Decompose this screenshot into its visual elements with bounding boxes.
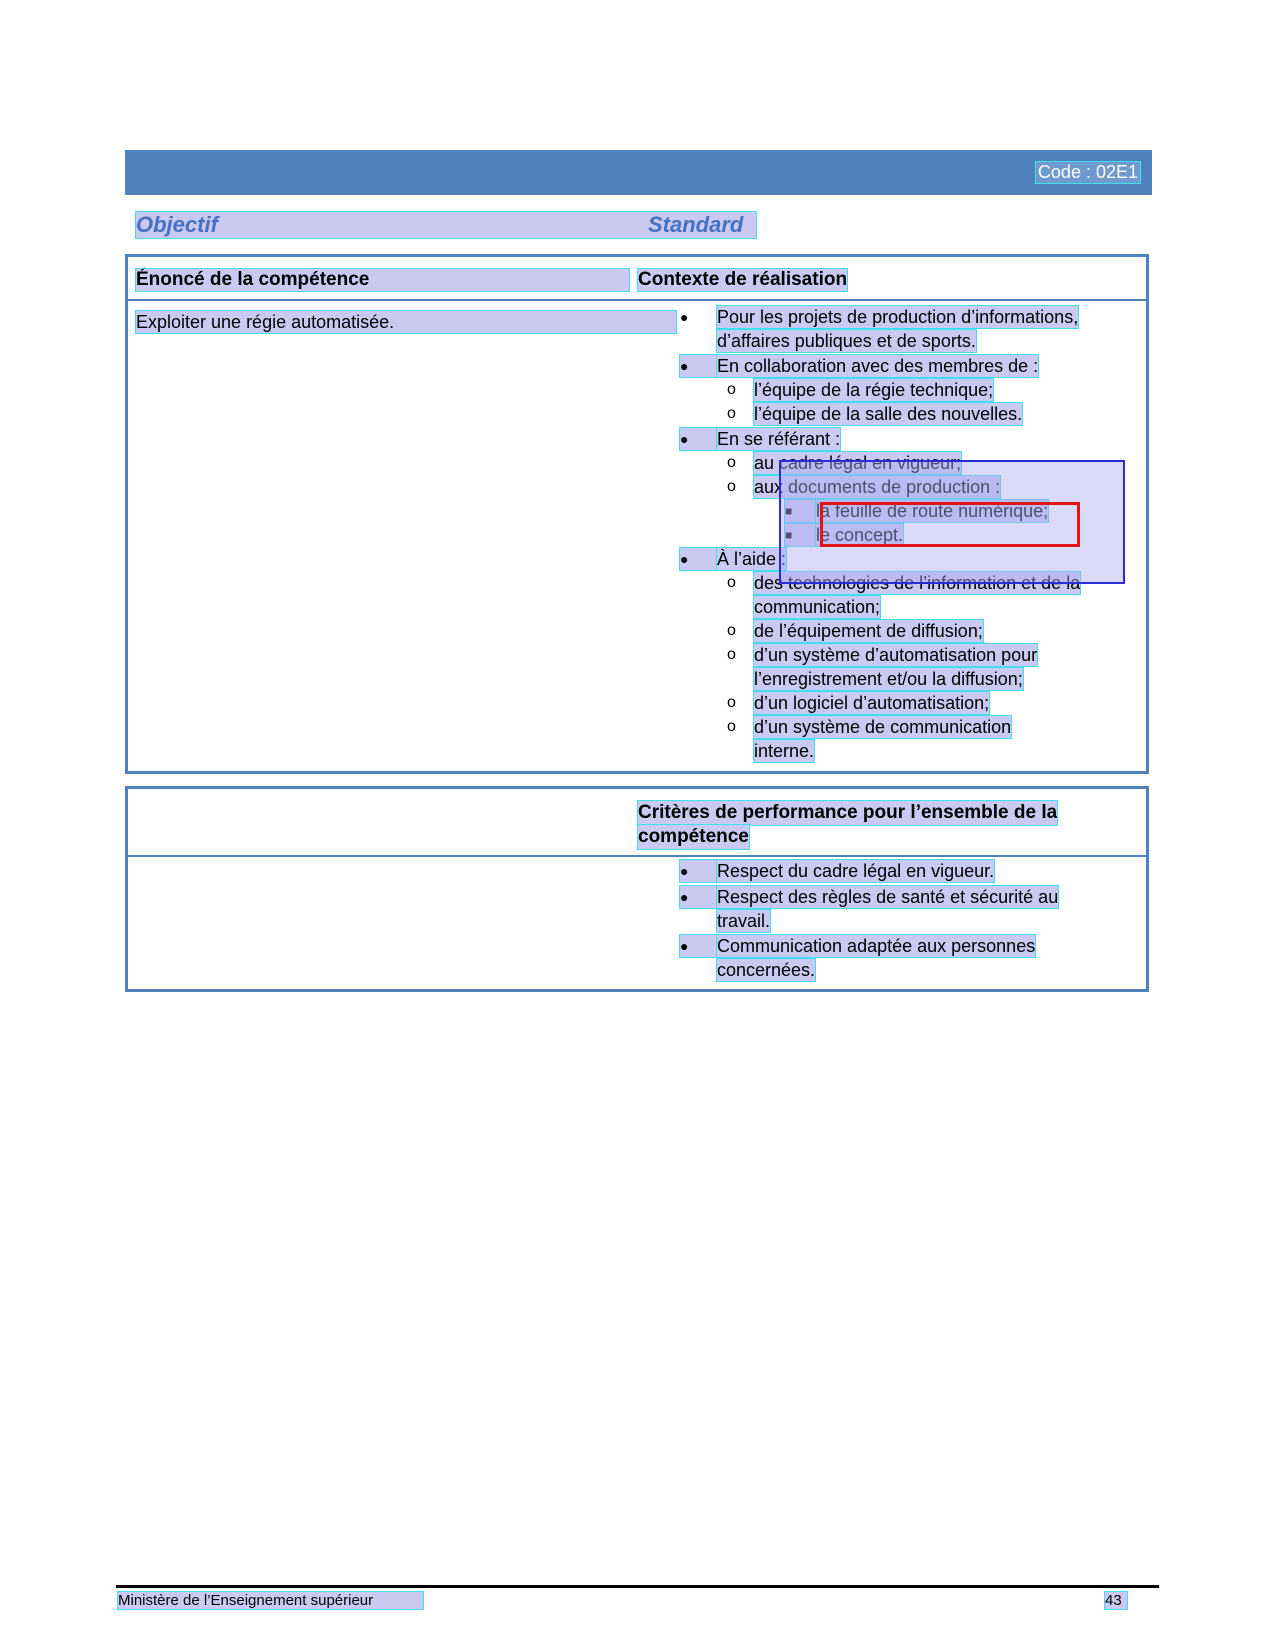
bullet-icon: ●: [680, 309, 689, 325]
list-item: d’un logiciel d’automatisation;: [754, 693, 990, 713]
list-item: des technologies de l’information et de la: [754, 573, 1081, 593]
list-item: En se référant :: [717, 429, 841, 449]
bullet-icon: ●: [680, 860, 716, 882]
footer-ministry: Ministère de l’Enseignement supérieur: [118, 1592, 423, 1609]
circle-bullet-icon: o: [727, 574, 736, 591]
highlight-box: [820, 502, 1080, 547]
bullet-icon: ●: [680, 935, 716, 957]
list-item: le concept.: [816, 525, 904, 545]
circle-bullet-icon: o: [727, 718, 736, 735]
criteria-header-line1: Critères de performance pour l’ensemble de la: [638, 802, 1058, 823]
list-item: concernées.: [717, 960, 816, 980]
bullet-icon: ●: [680, 548, 716, 570]
list-item: À l’aide :: [717, 549, 787, 569]
table-separator: [128, 855, 1146, 857]
list-item: d’un système de communication: [754, 717, 1012, 737]
circle-bullet-icon: o: [727, 478, 736, 495]
bullet-icon: ●: [680, 886, 716, 908]
circle-bullet-icon: o: [727, 646, 736, 663]
list-item: d’un système d’automatisation pour: [754, 645, 1038, 665]
circle-bullet-icon: o: [727, 694, 736, 711]
list-item: interne.: [754, 741, 815, 761]
criteria-header-line2: compétence: [638, 826, 749, 847]
contexte-header: Contexte de réalisation: [638, 269, 848, 290]
list-item: l’équipe de la salle des nouvelles.: [754, 404, 1023, 424]
list-item: Pour les projets de production d’informations,: [717, 307, 1079, 327]
bullet-icon: ●: [680, 428, 716, 450]
list-item: aux documents de production :: [754, 477, 1001, 497]
header-bar: [125, 150, 1152, 195]
label-row: [136, 212, 756, 236]
standard-label: Standard: [648, 212, 744, 237]
list-item: Communication adaptée aux personnes: [717, 936, 1036, 956]
code-label: Code : 02E1: [1037, 162, 1138, 182]
footer-rule: [116, 1585, 1159, 1588]
square-bullet-icon: ■: [785, 500, 815, 522]
objectif-label: Objectif: [136, 212, 756, 238]
list-item: communication;: [754, 597, 881, 617]
list-item: d’affaires publiques et de sports.: [717, 331, 976, 351]
circle-bullet-icon: o: [727, 405, 736, 422]
square-bullet-icon: ■: [785, 524, 815, 546]
list-item: Respect du cadre légal en vigueur.: [717, 861, 995, 881]
bullet-icon: ●: [680, 355, 716, 377]
list-item: la feuille de route numérique;: [816, 501, 1049, 521]
list-item: l’équipe de la régie technique;: [754, 380, 994, 400]
circle-bullet-icon: o: [727, 381, 736, 398]
list-item: au cadre légal en vigueur;: [754, 453, 962, 473]
list-item: de l’équipement de diffusion;: [754, 621, 983, 641]
list-item: travail.: [717, 911, 771, 931]
enonce-header: Énoncé de la compétence: [136, 269, 629, 291]
list-item: l’enregistrement et/ou la diffusion;: [754, 669, 1023, 689]
competence-statement: Exploiter une régie automatisée.: [136, 311, 676, 333]
page-number: 43: [1105, 1592, 1127, 1609]
circle-bullet-icon: o: [727, 622, 736, 639]
table-separator: [128, 299, 1146, 301]
list-item: En collaboration avec des membres de :: [717, 356, 1039, 376]
circle-bullet-icon: o: [727, 454, 736, 471]
list-item: Respect des règles de santé et sécurité au: [717, 887, 1059, 907]
